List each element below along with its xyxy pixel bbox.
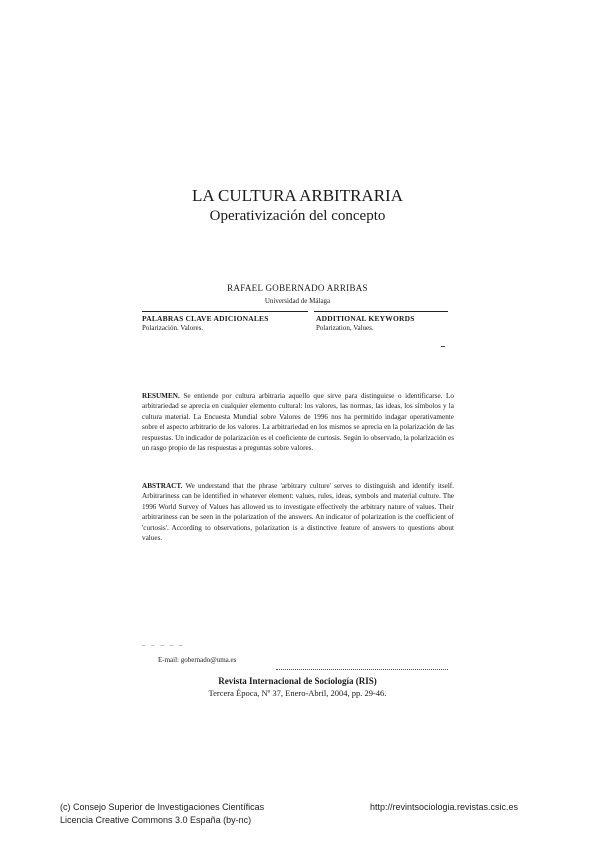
journal-issue: Tercera Época, Nº 37, Enero-Abril, 2004, pp. 29-46. <box>208 688 387 698</box>
abstract-text: We understand that the phrase 'arbitrary culture' serves to distinguish and identify itself. Arbitrariness can be identified in whatever element: values, rules, ideas, symbols and material culture. The 1996 World Survey of Values has allowed us to investigate effectively the arbitrary nature of values. Their arbitrariness can be seen in the polarization of the answers. An indicator of polarization is the coefficient of 'curtosis'. According to observations, polarization is a distinctive feature of answers to questions about values. <box>142 482 455 543</box>
resumen-text: Se entiende por cultura arbitraria aquello que sirve para distinguirse o identificarse. Lo arbitrariedad se aprecia en cualquier elemento cultural: los valores, las normas, las ideas, los símbolos y la cultura material. La Encuesta Mundial sobre Valores de 1996 nos ha permitido indagar operativamente sobre el aspecto arbitrario de los valores. La arbitrariedad en los mismos se aprecia en la polarización de las respuestas. Un indicador de polarización es el coeficiente de curtosis. Según lo observado, la polarización es un rasgo propio de las respuestas a preguntas sobre valores. <box>142 392 455 453</box>
resumen-label: RESUMEN. <box>142 392 180 400</box>
footnote-email: E-mail: gobernado@uma.es <box>158 656 237 664</box>
keywords-top-rule <box>142 311 308 312</box>
article-subtitle: Operativización del concepto <box>209 208 386 224</box>
journal-name: Revista Internacional de Sociología (RIS) <box>218 676 377 686</box>
journal-url-link[interactable]: http://revintsociologia.revistas.csic.es <box>370 802 519 812</box>
license-line-2: Licencia Creative Commons 3.0 España (by-nc) <box>60 815 252 825</box>
abstract-paragraph <box>142 481 454 543</box>
footnote-marks: – – – – – <box>142 641 185 649</box>
article-title: LA CULTURA ARBITRARIA <box>192 186 403 205</box>
keywords-es-heading: PALABRAS CLAVE ADICIONALES <box>142 314 269 323</box>
keywords-top-rule-right <box>314 311 448 312</box>
author-affiliation: Universidad de Málaga <box>264 297 331 305</box>
keywords-en-heading: ADDITIONAL KEYWORDS <box>316 314 415 323</box>
resumen-paragraph <box>142 391 454 453</box>
abstract-label: ABSTRACT. <box>142 482 183 490</box>
keywords-en-terms: Polarization, Values. <box>316 324 374 332</box>
keywords-es-terms: Polarización. Valores. <box>142 324 204 332</box>
keywords-end-mark <box>441 346 445 347</box>
author-name: RAFAEL GOBERNADO ARRIBAS <box>227 283 368 293</box>
journal-rule <box>276 669 448 670</box>
license-line-1: (c) Consejo Superior de Investigaciones Científicas <box>60 802 265 812</box>
